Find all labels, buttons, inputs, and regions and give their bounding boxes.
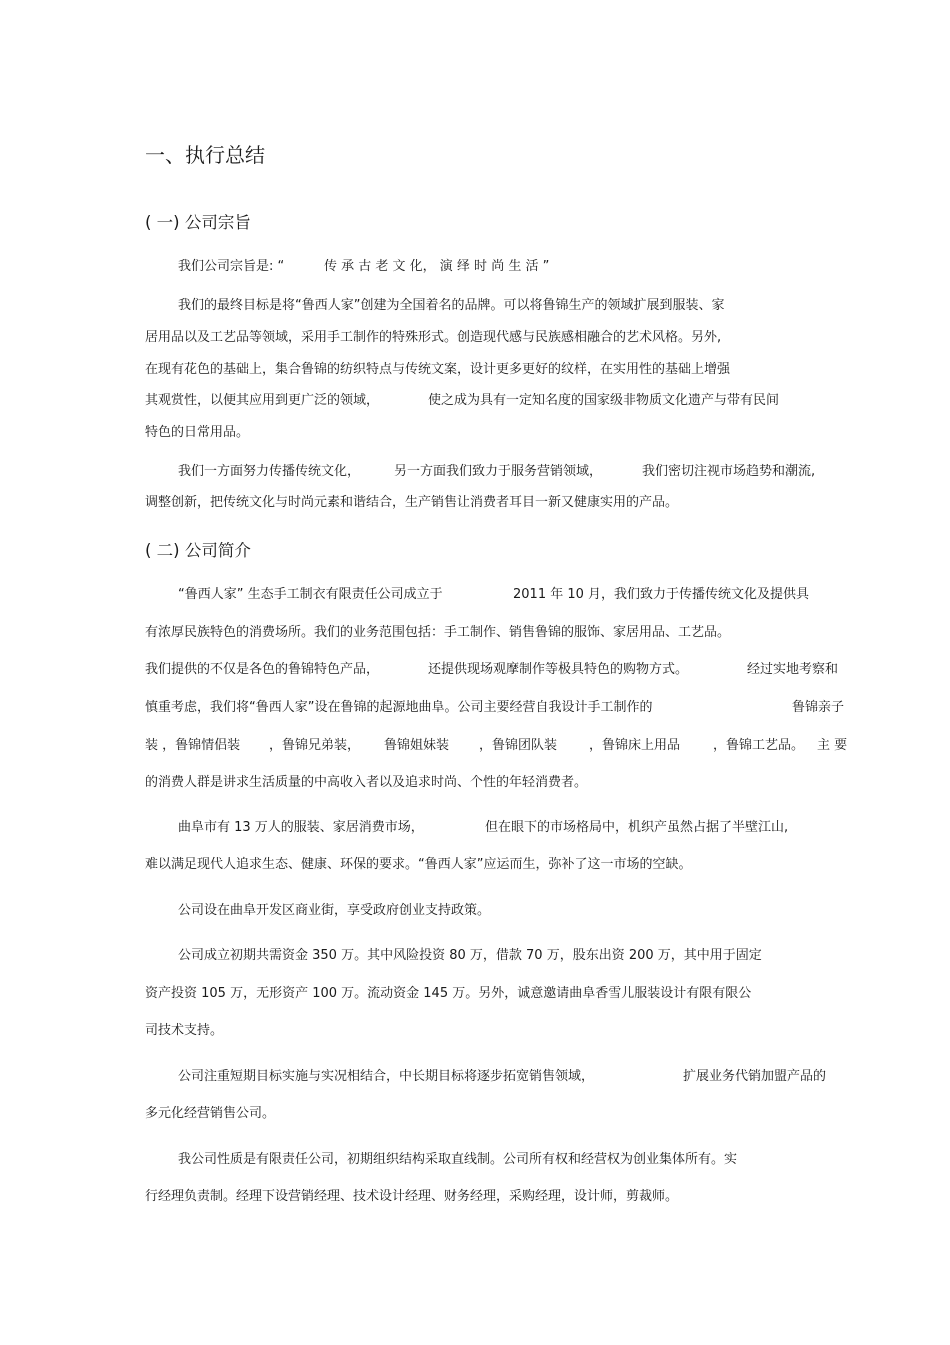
paragraph-line: 公司设在曲阜开发区商业街，享受政府创业支持政策。	[178, 903, 491, 918]
paragraph-line: 特色的日常用品。	[145, 425, 250, 440]
paragraph-line: 资产投资 105 万，无形资产 100 万。流动资金 145 万。另外，诚意邀请曲阜香雪儿服装设计有限有限公	[145, 986, 752, 1001]
text-segment: 公司注重短期目标实施与实况相结合，中长期目标将逐步拓宽销售领域，	[178, 1069, 595, 1084]
subsection-heading-purpose: ( 一) 公司宗旨	[145, 213, 251, 232]
text-segment: 我们密切注视市场趋势和潮流,	[642, 464, 816, 479]
text-segment: ，鲁锦工艺品。	[713, 738, 805, 753]
text-segment: 主 要	[817, 738, 848, 753]
text-segment: ，鲁锦团队装	[479, 738, 558, 753]
paragraph-line: 司技术支持。	[145, 1023, 224, 1038]
paragraph-line: 调整创新，把传统文化与时尚元素和谐结合，生产销售让消费者耳目一新又健康实用的产品。	[145, 495, 679, 510]
text-segment: 鲁锦亲子	[792, 700, 845, 715]
paragraph-line: 难以满足现代人追求生态、健康、环保的要求。“鲁西人家”应运而生，弥补了这一市场的空缺。	[145, 857, 692, 872]
text-segment: 曲阜市有 13 万人的服装、家居消费市场，	[178, 820, 424, 835]
paragraph-line: 我们的最终目标是将“鲁西人家”创建为全国着名的品牌。可以将鲁锦生产的领域扩展到服装、家	[178, 298, 725, 313]
paragraph-line: 在现有花色的基础上，集合鲁锦的纺织特点与传统文案，设计更多更好的纹样，在实用性的基础上增强	[145, 362, 731, 377]
text-segment: 还提供现场观摩制作等极具特色的购物方式。	[428, 662, 689, 677]
text-segment: “鲁西人家” 生态手工制衣有限责任公司成立于	[178, 587, 443, 602]
text-segment: 扩展业务代销加盟产品的	[683, 1069, 827, 1084]
text-segment: 鲁锦姐妹装	[384, 738, 450, 753]
text-segment: 经过实地考察和	[747, 662, 839, 677]
paragraph-line: 行经理负责制。经理下设营销经理、技术设计经理、财务经理，采购经理，设计师，剪裁师。	[145, 1189, 679, 1204]
text-segment: 2011 年 10 月，我们致力于传播传统文化及提供具	[513, 587, 810, 602]
text-segment: ，鲁锦兄弟装，	[269, 738, 361, 753]
paragraph-line: 居用品以及工艺品等领域，采用手工制作的特殊形式。创造现代感与民族感相融合的艺术风格。另外,	[145, 330, 722, 345]
text-segment: 另一方面我们致力于服务营销领域，	[394, 464, 603, 479]
text-segment: 装 ，鲁锦情侣装	[145, 738, 241, 753]
paragraph-line: 公司成立初期共需资金 350 万。其中风险投资 80 万，借款 70 万，股东出资 200 万，其中用于固定	[178, 948, 762, 963]
paragraph-line: 多元化经营销售公司。	[145, 1106, 276, 1121]
text-segment: 但在眼下的市场格局中，机织产虽然占据了半壁江山,	[485, 820, 789, 835]
text-segment: 我们一方面努力传播传统文化，	[178, 464, 361, 479]
motto-prefix: 我们公司宗旨是: “	[178, 259, 285, 274]
text-segment: ，鲁锦床上用品	[589, 738, 681, 753]
text-segment: 慎重考虑，我们将“鲁西人家”设在鲁锦的起源地曲阜。公司主要经营自我设计手工制作的	[145, 700, 653, 715]
motto-text: 传 承 古 老 文 化， 演 绎 时 尚 生 活 ”	[324, 259, 550, 274]
paragraph-line: 的消费人群是讲求生活质量的中高收入者以及追求时尚、个性的年轻消费者。	[145, 775, 588, 790]
text-segment: 我们提供的不仅是各色的鲁锦特色产品，	[145, 662, 380, 677]
text-segment: 使之成为具有一定知名度的国家级非物质文化遗产与带有民间	[428, 393, 780, 408]
section-title: 一、执行总结	[145, 143, 265, 167]
paragraph-line: 有浓厚民族特色的消费场所。我们的业务范围包括：手工制作、销售鲁锦的服饰、家居用品、工艺品。	[145, 625, 731, 640]
paragraph-line: 我公司性质是有限责任公司，初期组织结构采取直线制。公司所有权和经营权为创业集体所有。实	[178, 1152, 738, 1167]
subsection-heading-profile: ( 二) 公司简介	[145, 541, 251, 560]
text-segment: 其观赏性，以便其应用到更广泛的领域，	[145, 393, 380, 408]
